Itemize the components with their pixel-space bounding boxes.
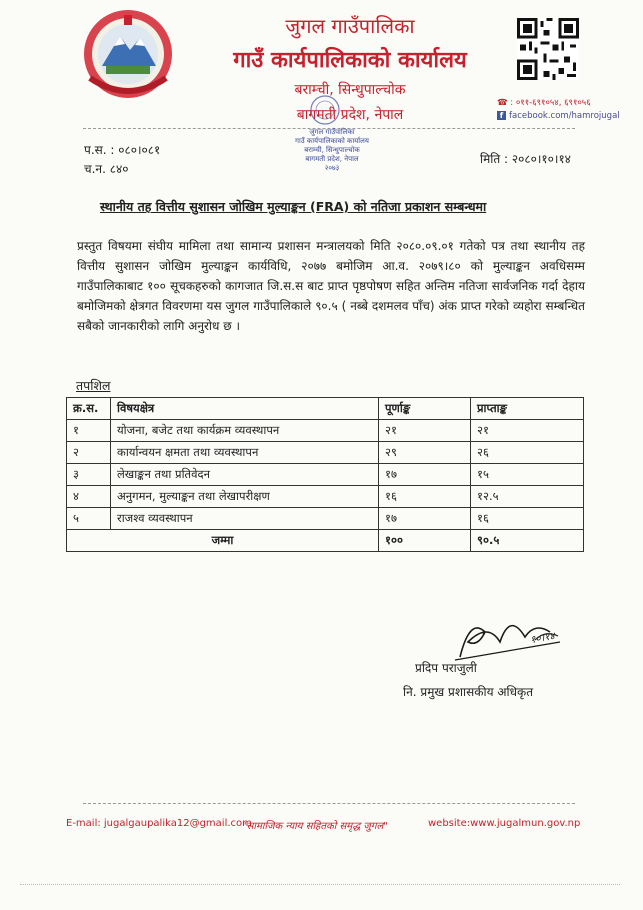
facebook-link[interactable]: [497, 111, 620, 121]
municipality-name: जुगल गाउँपालिका: [285, 14, 415, 38]
dispatch-number: च.न. ८४०: [84, 162, 129, 176]
total-label: जम्मा: [67, 530, 379, 552]
cell-serial: २: [67, 442, 111, 464]
footer-slogan: "सामाजिक न्याय सहितको समृद्ध जुगल": [242, 821, 388, 832]
signatory-title: नि. प्रमुख प्रशासकीय अधिकृत: [403, 685, 534, 699]
stamp-text: जुगल गाउँपालिका गाउँ कार्यपालिकाको कार्यालय बराम्ची, सिन्धुपाल्चोक बागमती प्रदेश, नेपाल २०७३: [295, 128, 369, 172]
cell-serial: ५: [67, 508, 111, 530]
letter-date: मिति : २०८०।१०।१४: [480, 152, 571, 166]
cell-obtained: १५: [471, 464, 584, 486]
cell-obtained: २१: [471, 420, 584, 442]
cell-area: योजना, बजेट तथा कार्यक्रम व्यवस्थापन: [111, 420, 379, 442]
cell-full-marks: १६: [379, 486, 471, 508]
cell-serial: ४: [67, 486, 111, 508]
cell-serial: १: [67, 420, 111, 442]
table-row: [67, 486, 584, 508]
cell-full-marks: १७: [379, 508, 471, 530]
cell-area: कार्यान्वयन क्षमता तथा व्यवस्थापन: [111, 442, 379, 464]
fra-results-table: [66, 397, 584, 552]
bottom-dotted-line: [20, 884, 620, 885]
cell-area: अनुगमन, मुल्याङ्कन तथा लेखापरीक्षण: [111, 486, 379, 508]
table-row: [67, 420, 584, 442]
address-line-1: बराम्ची, सिन्धुपाल्चोक: [294, 82, 406, 98]
facebook-url: facebook.com/hamrojugal: [509, 111, 620, 121]
cell-obtained: १२.५: [471, 486, 584, 508]
qr-code: [517, 18, 579, 80]
col-header-serial: क्र.स.: [67, 398, 111, 420]
letter-body: प्रस्तुत विषयमा संघीय मामिला तथा सामान्य प्रशासन मन्त्रालयको मिति २०८०.०९.०१ गतेको पत्र तथा स्थानीय तह वित्तीय सुशासन जोखिम मुल्याङ्कन कार्यविधि, २०७७ बमोजिम आ.व. २०७९।८० को मुल्याङ्कन अवधिसम्म गाउँपालिकाबाट १०० सूचकहरुको कागजात जि.स.स बाट प्राप्त पृष्ठपोषण सहित अन्तिम नतिजा सार्वजनिक गर्दा देहाय बमोजिमको क्षेत्रगत विवरणमा यस जुगल गाउँपालिकाले ९०.५ ( नब्बे दशमलव पाँच) अंक प्राप्त गरेको व्यहोरा सम्बन्धित सबैको जानकारीको लागि अनुरोध छ ।: [77, 239, 585, 333]
col-header-full-marks: पूर्णाङ्क: [379, 398, 471, 420]
total-obtained: ९०.५: [471, 530, 584, 552]
footer-email[interactable]: E-mail: jugalgaupalika12@gmail.com: [66, 818, 252, 829]
cell-obtained: १६: [471, 508, 584, 530]
signatory-name: प्रदिप पराजुली: [415, 661, 477, 675]
address-line-2: बागमती प्रदेश, नेपाल: [296, 107, 404, 123]
letter-reference-number: प.स. : ०८०।०८१: [84, 143, 161, 157]
col-header-area: विषयक्षेत्र: [111, 398, 379, 420]
letter-subject: स्थानीय तह वित्तीय सुशासन जोखिम मुल्याङ्कन (FRA) को नतिजा प्रकाशन सम्बन्धमा: [100, 199, 487, 214]
cell-area: राजश्व व्यवस्थापन: [111, 508, 379, 530]
municipality-emblem-logo: [80, 8, 176, 100]
table-header-row: [67, 398, 584, 420]
signature-date: १०।१४: [529, 630, 556, 647]
total-full-marks: १००: [379, 530, 471, 552]
footer-divider: [83, 803, 575, 804]
cell-obtained: २६: [471, 442, 584, 464]
table-row: [67, 442, 584, 464]
footer-website[interactable]: website:www.jugalmun.gov.np: [428, 818, 581, 829]
cell-area: लेखाङ्कन तथा प्रतिवेदन: [111, 464, 379, 486]
cell-full-marks: २१: [379, 420, 471, 442]
table-total-row: [67, 530, 584, 552]
col-header-obtained: प्राप्ताङ्क: [471, 398, 584, 420]
facebook-icon: f: [497, 111, 506, 120]
details-heading: तपशिल: [76, 378, 111, 393]
cell-full-marks: २९: [379, 442, 471, 464]
phone-number: ☎ : ०११-६९१०५४, ६९१०५६: [497, 98, 591, 108]
cell-serial: ३: [67, 464, 111, 486]
table-row: [67, 464, 584, 486]
table-row: [67, 508, 584, 530]
office-name: गाउँ कार्यपालिकाको कार्यालय: [233, 48, 467, 73]
cell-full-marks: १७: [379, 464, 471, 486]
